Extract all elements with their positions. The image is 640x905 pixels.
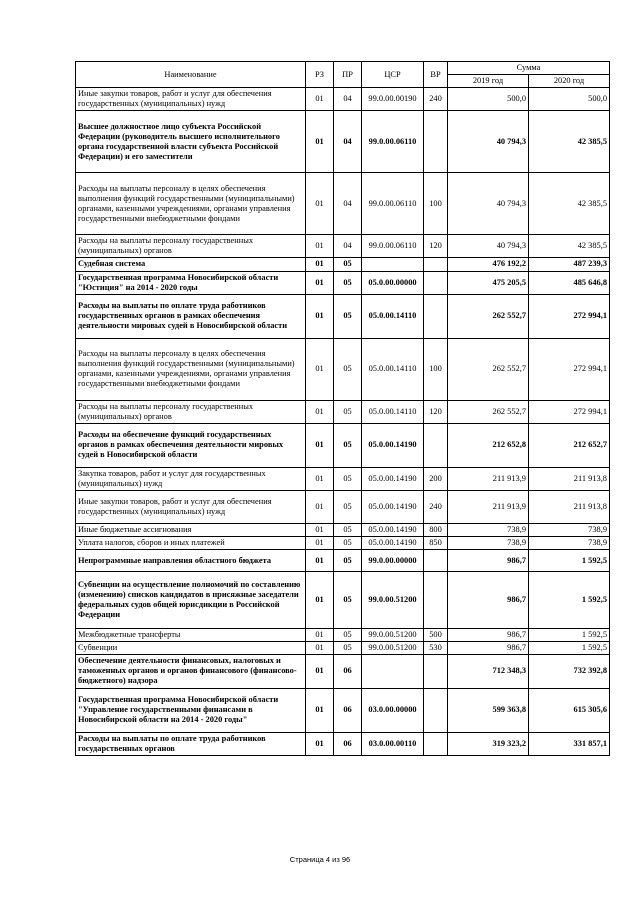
table-row — [76, 294, 610, 338]
row-rz: 01 — [306, 491, 334, 524]
row-vr — [424, 732, 448, 755]
table-row — [76, 537, 610, 550]
row-rz: 01 — [306, 88, 334, 111]
table-row — [76, 258, 610, 271]
row-vr: 500 — [424, 629, 448, 642]
row-csr: 99.0.00.06110 — [362, 173, 424, 235]
row-sum-2020: 272 994,1 — [529, 338, 610, 400]
row-vr: 120 — [424, 400, 448, 423]
row-rz: 01 — [306, 111, 334, 173]
table-row — [76, 629, 610, 642]
row-vr — [424, 258, 448, 271]
table-row — [76, 572, 610, 629]
row-pr: 06 — [334, 655, 362, 688]
row-sum-2019: 262 552,7 — [448, 294, 529, 338]
row-pr: 04 — [334, 173, 362, 235]
row-vr: 100 — [424, 173, 448, 235]
row-sum-2020: 1 592,5 — [529, 550, 610, 572]
row-rz: 01 — [306, 294, 334, 338]
row-sum-2020: 272 994,1 — [529, 294, 610, 338]
row-vr — [424, 572, 448, 629]
row-sum-2020: 42 385,5 — [529, 111, 610, 173]
row-pr: 05 — [334, 294, 362, 338]
row-rz: 01 — [306, 629, 334, 642]
row-rz: 01 — [306, 524, 334, 537]
header-csr: ЦСР — [362, 62, 424, 88]
row-vr: 850 — [424, 537, 448, 550]
row-vr: 120 — [424, 235, 448, 258]
table-row — [76, 732, 610, 755]
row-csr: 05.0.00.14190 — [362, 537, 424, 550]
row-name: Расходы на выплаты персоналу в целях обеспечения выполнения функций государственными (муниципальными) органами, казенными учреждениями, органами управления государственными внебюджетными фондами — [76, 173, 306, 235]
row-sum-2019: 262 552,7 — [448, 338, 529, 400]
row-sum-2020: 1 592,5 — [529, 629, 610, 642]
row-csr: 05.0.00.14190 — [362, 524, 424, 537]
row-csr: 03.0.00.00110 — [362, 732, 424, 755]
row-sum-2020: 732 392,8 — [529, 655, 610, 688]
row-sum-2020: 1 592,5 — [529, 642, 610, 655]
row-sum-2020: 42 385,5 — [529, 235, 610, 258]
row-csr: 99.0.00.00190 — [362, 88, 424, 111]
row-name: Судебная система — [76, 258, 306, 271]
row-pr: 04 — [334, 88, 362, 111]
header-vr: ВР — [424, 62, 448, 88]
row-rz: 01 — [306, 271, 334, 294]
row-sum-2020: 331 857,1 — [529, 732, 610, 755]
row-sum-2020: 272 994,1 — [529, 400, 610, 423]
budget-table — [75, 61, 610, 756]
row-csr: 05.0.00.14110 — [362, 294, 424, 338]
row-pr: 05 — [334, 642, 362, 655]
row-rz: 01 — [306, 732, 334, 755]
row-csr: 99.0.00.06110 — [362, 111, 424, 173]
row-name: Субвенции — [76, 642, 306, 655]
row-pr: 05 — [334, 572, 362, 629]
row-sum-2019: 212 652,8 — [448, 423, 529, 467]
row-rz: 01 — [306, 642, 334, 655]
row-sum-2019: 262 552,7 — [448, 400, 529, 423]
header-2020: 2020 год — [529, 75, 610, 88]
row-csr: 05.0.00.14110 — [362, 338, 424, 400]
row-rz: 01 — [306, 258, 334, 271]
row-vr — [424, 271, 448, 294]
row-name: Закупка товаров, работ и услуг для государственных (муниципальных) нужд — [76, 467, 306, 490]
row-sum-2020: 1 592,5 — [529, 572, 610, 629]
table-row — [76, 642, 610, 655]
row-name: Субвенции на осуществление полномочий по составлению (изменению) списков кандидатов в присяжные заседатели федеральных судов общей юрисдикции в Российской Федерации — [76, 572, 306, 629]
row-vr — [424, 688, 448, 732]
row-sum-2020: 615 305,6 — [529, 688, 610, 732]
row-pr: 05 — [334, 400, 362, 423]
row-pr: 06 — [334, 732, 362, 755]
row-sum-2019: 986,7 — [448, 642, 529, 655]
row-rz: 01 — [306, 572, 334, 629]
row-pr: 05 — [334, 491, 362, 524]
row-vr: 200 — [424, 467, 448, 490]
row-rz: 01 — [306, 400, 334, 423]
page-footer: Страница 4 из 96 — [289, 855, 351, 864]
row-name: Расходы на выплаты персоналу государственных (муниципальных) органов — [76, 400, 306, 423]
header-rz: РЗ — [306, 62, 334, 88]
row-name: Расходы на выплаты по оплате труда работников государственных органов в рамках обеспечения деятельности мировых судей в Новосибирской области — [76, 294, 306, 338]
row-sum-2020: 42 385,5 — [529, 173, 610, 235]
row-pr: 05 — [334, 550, 362, 572]
table-row — [76, 111, 610, 173]
row-vr: 240 — [424, 491, 448, 524]
row-pr: 05 — [334, 338, 362, 400]
row-pr: 06 — [334, 688, 362, 732]
row-sum-2020: 211 913,8 — [529, 491, 610, 524]
table-row — [76, 338, 610, 400]
row-name: Иные закупки товаров, работ и услуг для обеспечения государственных (муниципальных) нужд — [76, 88, 306, 111]
row-sum-2019: 986,7 — [448, 629, 529, 642]
row-pr: 05 — [334, 524, 362, 537]
row-rz: 01 — [306, 655, 334, 688]
row-vr — [424, 550, 448, 572]
row-vr: 800 — [424, 524, 448, 537]
row-name: Иные бюджетные ассигнования — [76, 524, 306, 537]
table-row — [76, 491, 610, 524]
row-sum-2020: 212 652,7 — [529, 423, 610, 467]
row-csr: 05.0.00.14110 — [362, 400, 424, 423]
row-sum-2019: 475 205,5 — [448, 271, 529, 294]
row-sum-2020: 211 913,8 — [529, 467, 610, 490]
row-rz: 01 — [306, 423, 334, 467]
row-rz: 01 — [306, 173, 334, 235]
row-sum-2020: 500,0 — [529, 88, 610, 111]
table-row — [76, 400, 610, 423]
row-sum-2019: 738,9 — [448, 524, 529, 537]
table-row — [76, 467, 610, 490]
row-name: Уплата налогов, сборов и иных платежей — [76, 537, 306, 550]
table-row — [76, 235, 610, 258]
row-sum-2020: 738,9 — [529, 524, 610, 537]
row-name: Непрограммные направления областного бюджета — [76, 550, 306, 572]
row-pr: 05 — [334, 258, 362, 271]
row-pr: 05 — [334, 629, 362, 642]
row-sum-2019: 712 348,3 — [448, 655, 529, 688]
table-row — [76, 173, 610, 235]
row-rz: 01 — [306, 467, 334, 490]
header-sum: Сумма — [448, 62, 610, 75]
row-vr: 240 — [424, 88, 448, 111]
row-sum-2019: 500,0 — [448, 88, 529, 111]
row-sum-2020: 487 239,3 — [529, 258, 610, 271]
row-csr: 05.0.00.14190 — [362, 423, 424, 467]
table-row — [76, 688, 610, 732]
row-name: Обеспечение деятельности финансовых, налоговых и таможенных органов и органов финансового (финансово-бюджетного) надзора — [76, 655, 306, 688]
row-rz: 01 — [306, 688, 334, 732]
row-name: Высшее должностное лицо субъекта Российской Федерации (руководитель высшего исполнительного органа государственной власти субъекта Российской Федерации) и его заместители — [76, 111, 306, 173]
table-row — [76, 550, 610, 572]
row-pr: 05 — [334, 423, 362, 467]
row-csr — [362, 655, 424, 688]
header-2019: 2019 год — [448, 75, 529, 88]
row-name: Государственная программа Новосибирской области "Юстиция" на 2014 - 2020 годы — [76, 271, 306, 294]
row-rz: 01 — [306, 537, 334, 550]
row-sum-2019: 738,9 — [448, 537, 529, 550]
row-vr — [424, 111, 448, 173]
row-name: Расходы на выплаты по оплате труда работников государственных органов — [76, 732, 306, 755]
row-sum-2019: 319 323,2 — [448, 732, 529, 755]
table-row — [76, 524, 610, 537]
row-name: Межбюджетные трансферты — [76, 629, 306, 642]
row-name: Государственная программа Новосибирской области "Управление государственными финансами в Новосибирской области на 2014 - 2020 годы" — [76, 688, 306, 732]
row-csr: 05.0.00.14190 — [362, 491, 424, 524]
row-name: Иные закупки товаров, работ и услуг для обеспечения государственных (муниципальных) нужд — [76, 491, 306, 524]
row-csr: 05.0.00.14190 — [362, 467, 424, 490]
row-pr: 05 — [334, 467, 362, 490]
row-vr — [424, 294, 448, 338]
row-csr: 99.0.00.00000 — [362, 550, 424, 572]
row-csr: 99.0.00.51200 — [362, 642, 424, 655]
row-sum-2020: 485 646,8 — [529, 271, 610, 294]
row-csr: 99.0.00.06110 — [362, 235, 424, 258]
row-vr: 530 — [424, 642, 448, 655]
row-pr: 04 — [334, 111, 362, 173]
row-rz: 01 — [306, 235, 334, 258]
row-vr — [424, 423, 448, 467]
row-sum-2019: 211 913,9 — [448, 491, 529, 524]
row-sum-2019: 986,7 — [448, 572, 529, 629]
row-pr: 05 — [334, 537, 362, 550]
row-sum-2019: 986,7 — [448, 550, 529, 572]
row-csr: 03.0.00.00000 — [362, 688, 424, 732]
row-pr: 05 — [334, 271, 362, 294]
header-name: Наименование — [76, 62, 306, 88]
row-csr: 05.0.00.00000 — [362, 271, 424, 294]
row-csr: 99.0.00.51200 — [362, 629, 424, 642]
row-rz: 01 — [306, 550, 334, 572]
row-sum-2019: 476 192,2 — [448, 258, 529, 271]
row-sum-2019: 211 913,9 — [448, 467, 529, 490]
header-pr: ПР — [334, 62, 362, 88]
row-csr — [362, 258, 424, 271]
row-sum-2020: 738,9 — [529, 537, 610, 550]
row-sum-2019: 40 794,3 — [448, 173, 529, 235]
row-rz: 01 — [306, 338, 334, 400]
row-name: Расходы на выплаты персоналу в целях обеспечения выполнения функций государственными (муниципальными) органами, казенными учреждениями, органами управления государственными внебюджетными фондами — [76, 338, 306, 400]
table-row — [76, 655, 610, 688]
row-sum-2019: 599 363,8 — [448, 688, 529, 732]
table-body — [76, 88, 610, 756]
table-row — [76, 423, 610, 467]
row-sum-2019: 40 794,3 — [448, 235, 529, 258]
row-name: Расходы на обеспечение функций государственных органов в рамках обеспечения деятельности мировых судей в Новосибирской области — [76, 423, 306, 467]
table-row — [76, 88, 610, 111]
row-pr: 04 — [334, 235, 362, 258]
row-sum-2019: 40 794,3 — [448, 111, 529, 173]
row-csr: 99.0.00.51200 — [362, 572, 424, 629]
row-vr — [424, 655, 448, 688]
row-name: Расходы на выплаты персоналу государственных (муниципальных) органов — [76, 235, 306, 258]
row-vr: 100 — [424, 338, 448, 400]
table-row — [76, 271, 610, 294]
